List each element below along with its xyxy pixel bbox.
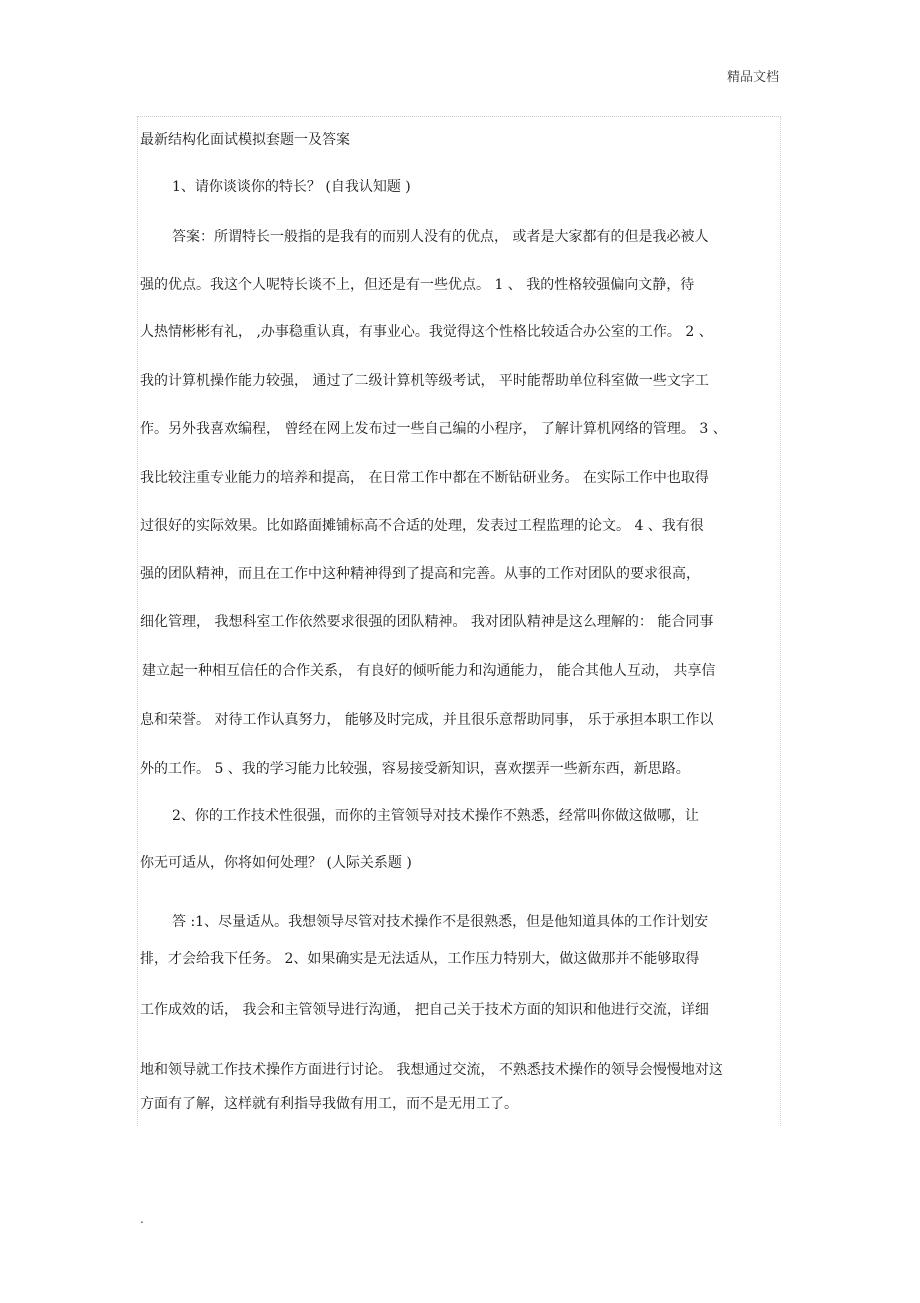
question-2: 2、你的工作技术性很强，而你的主管领导对技术操作不熟悉，经常叫你做这做哪，让 xyxy=(172,808,699,824)
question-2-continued: 你无可适从，你将如何处理？ (人际关系题 ) xyxy=(140,855,412,871)
answer-line: 我比较注重专业能力的培养和提高， 在日常工作中都在不断钻研业务。 在实际工作中也取得 xyxy=(140,470,709,486)
answer-line: 方面有了解，这样就有利指导我做有用工，而不是无用工了。 xyxy=(140,1096,518,1112)
answer-line: 强的优点。我这个人呢特长谈不上，但还是有一些优点。 1 、 我的性格较强偏向文静，待 xyxy=(140,277,695,293)
answer-line: 细化管理， 我想科室工作依然要求很强的团队精神。 我对团队精神是这么理解的： 能合同事 xyxy=(140,614,714,630)
answer-line: 答 :1、尽量适从。我想领导尽管对技术操作不是很熟悉，但是他知道具体的工作计划安 xyxy=(172,914,709,930)
footer-mark: . xyxy=(140,1212,144,1226)
header-label: 精品文档 xyxy=(727,70,780,85)
answer-line: 强的团队精神，而且在工作中这种精神得到了提高和完善。从事的工作对团队的要求很高， xyxy=(140,566,700,582)
answer-line: 息和荣誉。 对待工作认真努力， 能够及时完成，并且很乐意帮助同事， 乐于承担本职工作以 xyxy=(140,712,714,728)
answer-line: 过很好的实际效果。比如路面摊铺标高不合适的处理，发表过工程监理的论文。 4 、我有很 xyxy=(140,518,704,534)
answer-line: 答案：所谓特长一般指的是我有的而别人没有的优点， 或者是大家都有的但是我必被人 xyxy=(172,229,709,245)
question-1: 1、请你谈谈你的特长？ (自我认知题 ) xyxy=(172,179,411,195)
document-title: 最新结构化面试模拟套题一及答案 xyxy=(140,132,350,148)
answer-line: 作。另外我喜欢编程， 曾经在网上发布过一些自己编的小程序， 了解计算机网络的管理。 3 、 xyxy=(140,421,727,437)
answer-line: 建立起一种相互信任的合作关系， 有良好的倾听能力和沟通能力， 能合其他人互动， 共享信 xyxy=(142,663,716,679)
answer-line: 地和领导就工作技术操作方面进行讨论。 我想通过交流， 不熟悉技术操作的领导会慢慢地对这 xyxy=(140,1062,723,1078)
answer-line: 外的工作。 5 、我的学习能力比较强，容易接受新知识，喜欢摆弄一些新东西，新思路。 xyxy=(140,761,690,777)
answer-line: 我的计算机操作能力较强， 通过了二级计算机等级考试， 平时能帮助单位科室做一些文字工 xyxy=(140,373,709,389)
answer-line: 人热情彬彬有礼， ,办事稳重认真，有事业心。我觉得这个性格比较适合办公室的工作。 2 、 xyxy=(140,324,713,340)
answer-line: 排，才会给我下任务。 2、如果确实是无法适从，工作压力特别大，做这做那并不能够取得 xyxy=(140,951,700,967)
answer-line: 工作成效的话， 我会和主管领导进行沟通， 把自己关于技术方面的知识和他进行交流，详细 xyxy=(140,1002,709,1018)
